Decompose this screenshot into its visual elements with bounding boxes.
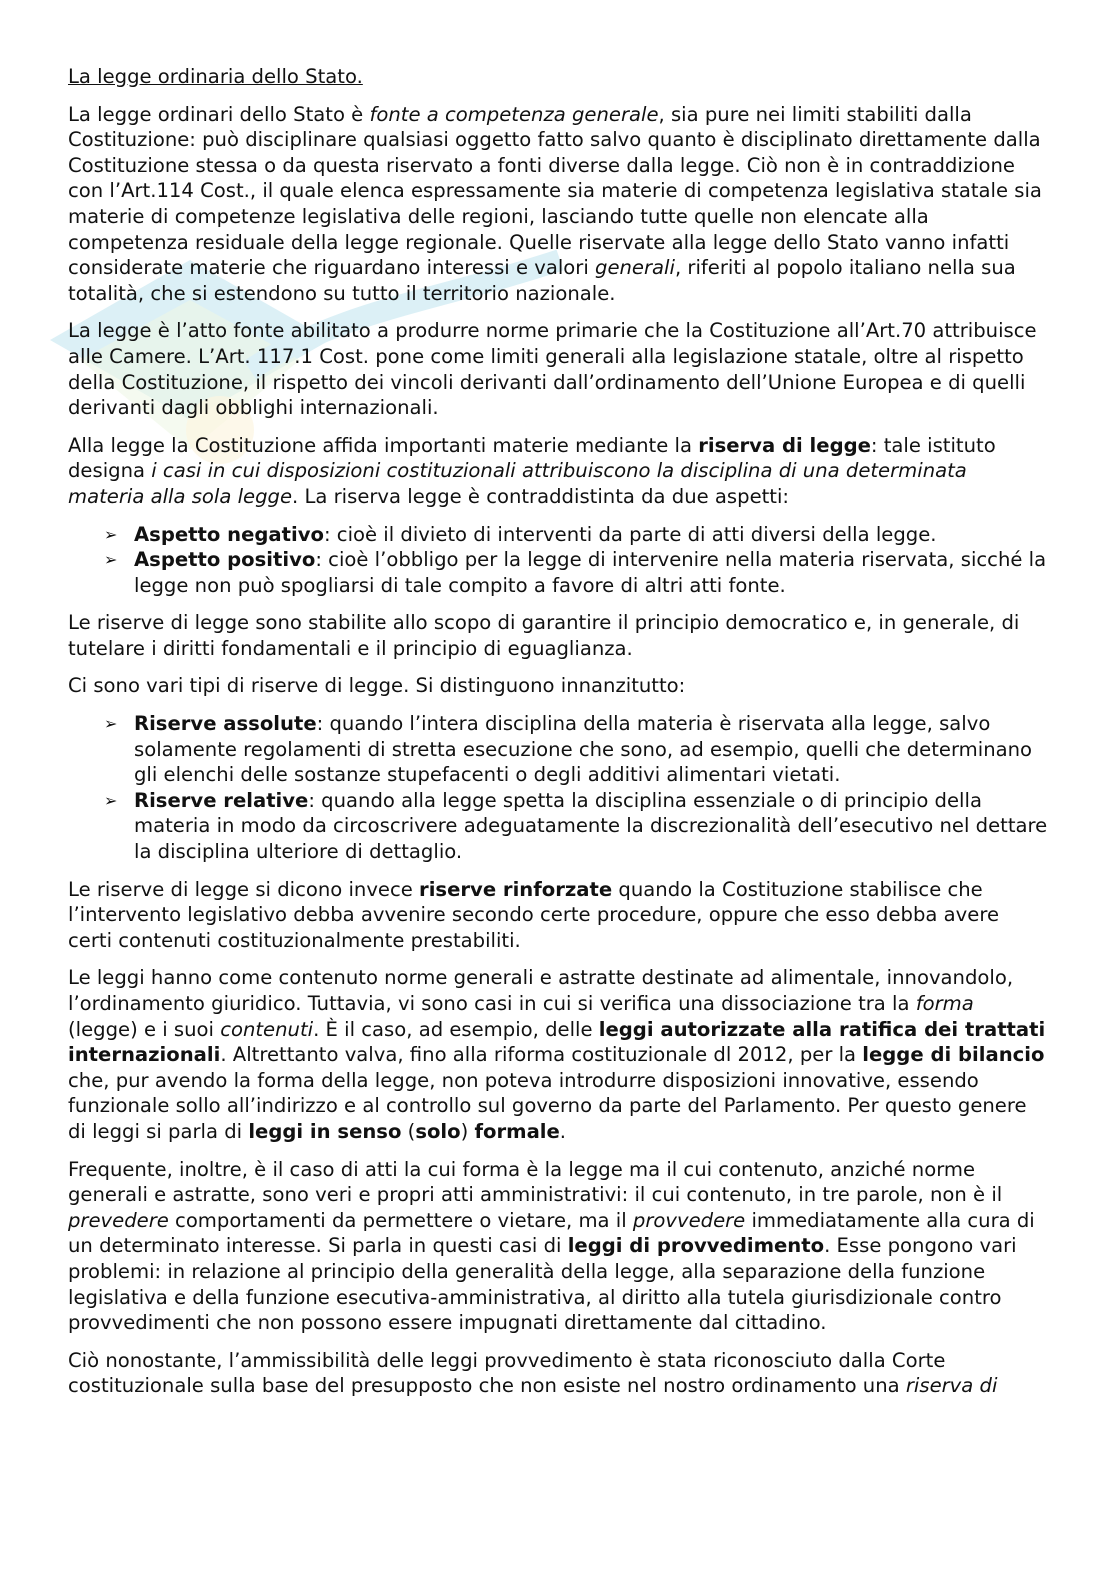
paragraph-1: La legge ordinari dello Stato è fonte a competenza generale, sia pure nei limiti stabiliti dalla Costituzione: può disciplinare qualsiasi oggetto fatto salvo quanto è disciplinato direttamente dalla Costituzione stessa o da questa riservato a fonti diverse dalla legge. Ciò non è in contraddizione con l’Art.114 Cost., il quale elenca espressamente sia materie di competenza legislativa statale sia materie di competenze legislativa delle regioni, lasciando tutte quelle non elencate alla competenza residuale della legge regionale. Quelle riservate alla legge dello Stato vanno infatti considerate materie che riguardano interessi e valori generali, riferiti al popolo italiano nella sua totalità, che si estendono su tutto il territorio nazionale. (68, 102, 1042, 305)
arrow-bullet-icon: ➢ (104, 790, 118, 810)
paragraph-8: Frequente, inoltre, è il caso di atti la cui forma è la legge ma il cui contenuto, anziché norme generali e astratte, sono veri e propri atti amministrativi: il cui contenuto, in tre parole, non è il prevedere comportamenti da permettere o vietare, ma il provvedere immediatamente alla cura di un determinato interesse. Si parla in questi casi di leggi di provvedimento. Esse pongono vari problemi: in relazione al principio della generalità della legge, alla separazione della funzione legislativa e della funzione esecutiva-amministrativa, al diritto alla tutela giurisdizionale contro provvedimenti che non possono essere impugnati direttamente dal cittadino. (68, 1157, 1035, 1335)
document-body (68, 64, 1048, 1411)
paragraph-7: Le leggi hanno come contenuto norme generali e astratte destinate ad alimentale, innovandolo, l’ordinamento giuridico. Tuttavia, vi sono casi in cui si verifica una dissociazione tra la forma (legge) e i suoi contenuti. È il caso, ad esempio, delle leggi autorizzate alla ratifica dei trattati internazionali. Altrettanto valva, fino alla riforma costituzionale dl 2012, per la legge di bilancio che, pur avendo la forma della legge, non poteva introdurre disposizioni innovative, essendo funzionale sollo all’indirizzo e al controllo sul governo da parte del Parlamento. Per questo genere di leggi si parla di leggi in senso (solo) formale. (68, 966, 1046, 1143)
page-title: La legge ordinaria dello Stato. (68, 65, 363, 88)
list-item: ➢ Riserve assolute: quando l’intera disciplina della materia è riservata alla legge, salvo solamente regolamenti di stretta esecuzione che sono, ad esempio, quelli che determinano gli elenchi delle sostanze stupefacenti o degli additivi alimentari vietati. (104, 712, 1033, 787)
paragraph-5: Ci sono vari tipi di riserve di legge. Si distinguono innanzitutto: (68, 674, 686, 698)
aspetti-list (68, 522, 1048, 599)
paragraph-3: Alla legge la Costituzione affida importanti materie mediante la riserva di legge: tale istituto designa i casi in cui disposizioni costituzionali attribuiscono la disciplina di una determinata materia alla sola legge. La riserva legge è contraddistinta da due aspetti: (68, 433, 996, 508)
arrow-bullet-icon: ➢ (104, 550, 118, 570)
list-item: ➢ Aspetto negativo: cioè il divieto di interventi da parte di atti diversi della legge. (104, 522, 937, 546)
paragraph-9: Ciò nonostante, l’ammissibilità delle leggi provvedimento è stata riconosciuto dalla Corte costituzionale sulla base del presupposto che non esiste nel nostro ordinamento una riserva di (68, 1348, 998, 1398)
list-item: ➢ Riserve relative: quando alla legge spetta la disciplina essenziale o di principio della materia in modo da circoscrivere adeguatamente la discrezionalità dell’esecutivo nel dettare la disciplina ulteriore di dettaglio. (104, 788, 1048, 864)
paragraph-2: La legge è l’atto fonte abilitato a produrre norme primarie che la Costituzione all’Art.70 attribuisce alle Camere. L’Art. 117.1 Cost. pone come limiti generali alla legislazione statale, oltre al rispetto della Costituzione, il rispetto dei vincoli derivanti dall’ordinamento dell’Unione Europea e di quelli derivanti dagli obblighi internazionali. (68, 319, 1037, 420)
paragraph-6: Le riserve di legge si dicono invece riserve rinforzate quando la Costituzione stabilisce che l’intervento legislativo debba avvenire secondo certe procedure, oppure che esso debba avere certi contenuti costituzionalmente prestabiliti. (68, 877, 999, 952)
riserve-list (68, 711, 1048, 865)
arrow-bullet-icon: ➢ (104, 714, 118, 734)
arrow-bullet-icon: ➢ (104, 524, 118, 544)
paragraph-4: Le riserve di legge sono stabilite allo scopo di garantire il principio democratico e, in generale, di tutelare i diritti fondamentali e il principio di eguaglianza. (68, 611, 1020, 660)
list-item: ➢ Aspetto positivo: cioè l’obbligo per la legge di intervenire nella materia riservata, sicché la legge non può spogliarsi di tale compito a favore di altri atti fonte. (104, 548, 1047, 597)
